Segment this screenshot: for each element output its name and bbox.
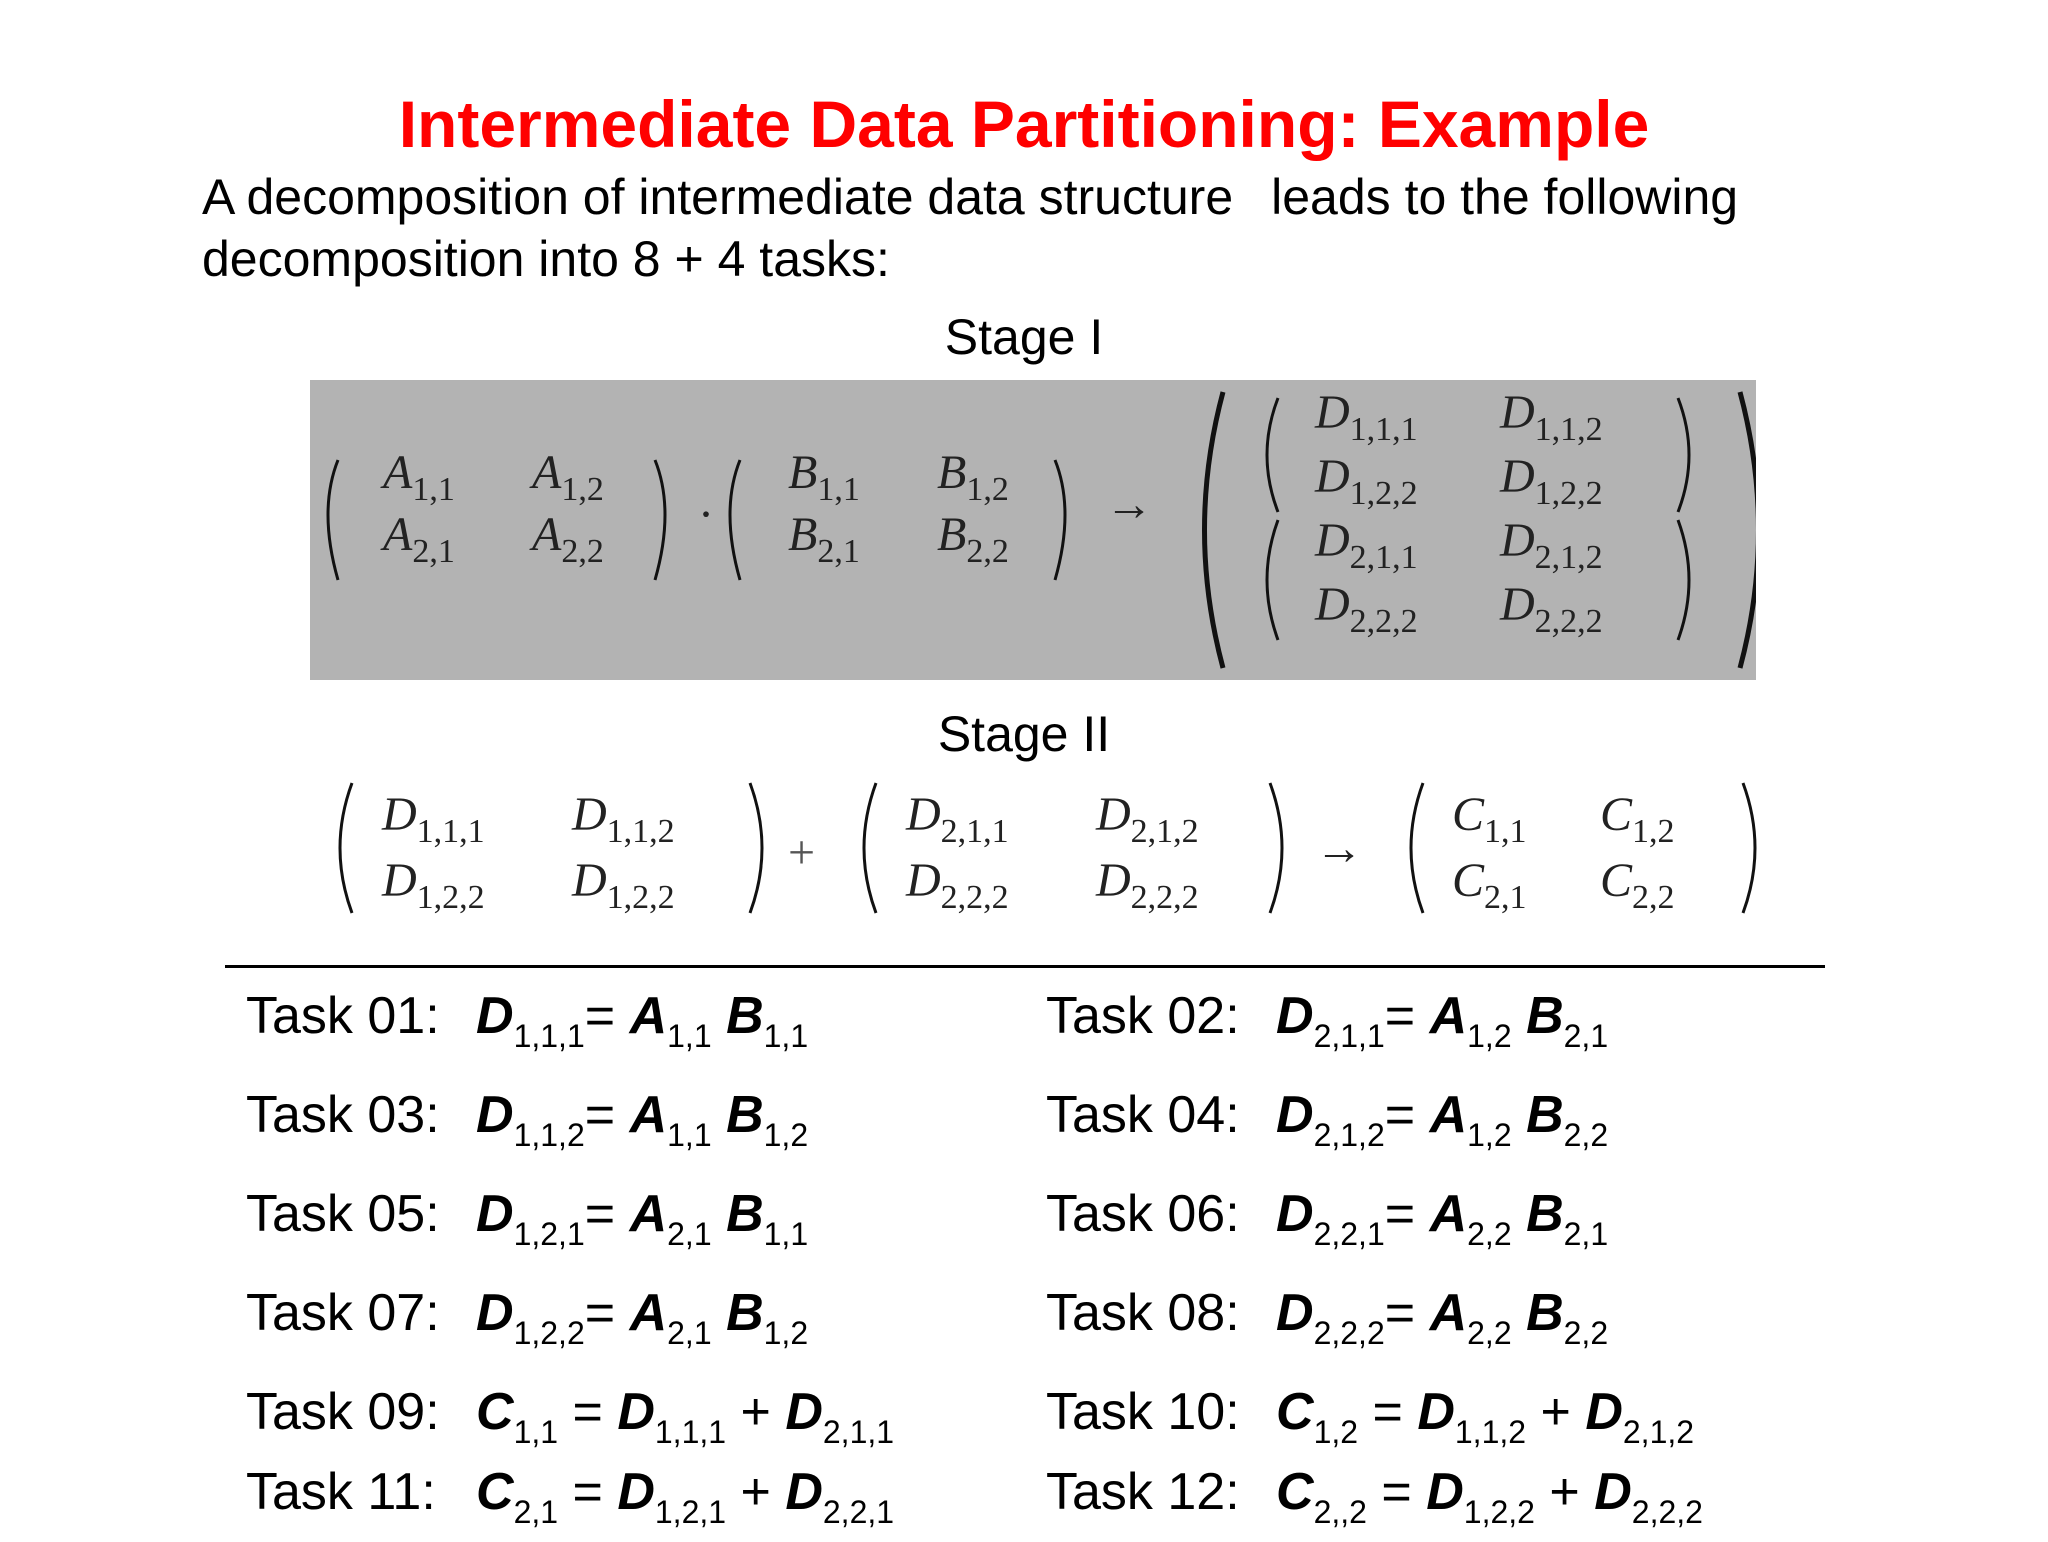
paren-d-top-right — [1678, 398, 1689, 512]
intro-line2: decomposition into 8 + 4 tasks: — [202, 231, 890, 287]
paren-d-bot-right — [1678, 520, 1689, 640]
d122b: $D_{1,2,2}$ — [1500, 450, 1603, 512]
d111: $D_{1,1,1}$ — [1315, 386, 1418, 448]
intro-text — [202, 166, 1902, 290]
task-label: Task 08: — [1046, 1284, 1240, 1342]
task-label: Task 06: — [1046, 1185, 1240, 1243]
task-04 — [1046, 1085, 1608, 1165]
paren-d2-right — [1270, 783, 1282, 913]
task-label: Task 10: — [1046, 1383, 1240, 1441]
stage-1-label: Stage I — [944, 309, 1104, 365]
d212: $D_{2,1,2}$ — [1500, 514, 1603, 576]
task-02 — [1046, 986, 1608, 1066]
task-label: Task 07: — [246, 1284, 440, 1342]
paren-d1-left — [340, 783, 352, 913]
arrow: → — [1105, 478, 1153, 531]
task-equation: $D_{1,2,1}= A_{2,1}$ $B_{1,1}$ — [476, 1185, 809, 1252]
task-06 — [1046, 1184, 1608, 1264]
task-equation: $D_{1,1,1}= A_{1,1}$ $B_{1,1}$ — [476, 987, 809, 1054]
s2-d122a: $D_{1,2,2}$ — [382, 854, 485, 916]
task-09 — [246, 1382, 894, 1462]
a22: $A_{2,2}$ — [532, 508, 604, 570]
stage-1-equation — [310, 380, 1756, 680]
d112: $D_{1,1,2}$ — [1500, 386, 1603, 448]
d211: $D_{2,1,1}$ — [1315, 514, 1418, 576]
s2-arrow: → — [1315, 822, 1363, 875]
slide-title: Intermediate Data Partitioning: Example — [398, 87, 1650, 161]
s2-d212: $D_{2,1,2}$ — [1096, 788, 1199, 850]
paren-a-right — [655, 460, 665, 580]
a21: $A_{2,1}$ — [383, 508, 455, 570]
task-equation: $D_{2,2,2}= A_{2,2}$ $B_{2,2}$ — [1276, 1284, 1609, 1351]
intro-part1: A decomposition of intermediate data structure — [202, 169, 1234, 225]
b12: $B_{1,2}$ — [937, 446, 1009, 508]
task-01 — [246, 986, 808, 1066]
task-label: Task 01: — [246, 987, 440, 1045]
task-label: Task 05: — [246, 1185, 440, 1243]
s2-d122b: $D_{1,2,2}$ — [572, 854, 675, 916]
c11: $C_{1,1}$ — [1452, 788, 1527, 850]
paren-b-right — [1055, 460, 1065, 580]
task-label: Task 02: — [1046, 987, 1240, 1045]
s2-d211: $D_{2,1,1}$ — [906, 788, 1009, 850]
paren-d-outer-right — [1740, 392, 1756, 668]
task-11 — [246, 1462, 894, 1542]
task-equation: $D_{1,2,2}= A_{2,1}$ $B_{1,2}$ — [476, 1284, 809, 1351]
task-equation: $C_{1,1} = D_{1,1,1} + D_{2,1,1}$ — [476, 1383, 895, 1450]
s2-d111: $D_{1,1,1}$ — [382, 788, 485, 850]
d222a: $D_{2,2,2}$ — [1315, 578, 1418, 640]
divider-line — [225, 965, 1825, 968]
task-label: Task 11: — [246, 1463, 436, 1521]
b21: $B_{2,1}$ — [788, 508, 860, 570]
paren-c-right — [1743, 783, 1755, 913]
task-07 — [246, 1283, 808, 1363]
c22: $C_{2,2}$ — [1600, 854, 1675, 916]
c12: $C_{1,2}$ — [1600, 788, 1675, 850]
a11: $A_{1,1}$ — [383, 446, 455, 508]
plus-operator: + — [788, 826, 816, 879]
paren-c-left — [1411, 783, 1423, 913]
stage-2-math — [310, 768, 1770, 928]
stage-2-label: Stage II — [937, 706, 1111, 762]
b22: $B_{2,2}$ — [937, 508, 1009, 570]
paren-d1-right — [750, 783, 762, 913]
task-08 — [1046, 1283, 1608, 1363]
paren-d-top-left — [1267, 398, 1278, 512]
intro-part2: leads to the following — [1271, 169, 1739, 225]
stage-2-equation — [310, 768, 1770, 928]
task-05 — [246, 1184, 808, 1264]
d222b: $D_{2,2,2}$ — [1500, 578, 1603, 640]
task-equation: $C_{2,,2} = D_{1,2,2} + D_{2,2,2}$ — [1276, 1463, 1703, 1530]
paren-a-left — [328, 460, 338, 580]
task-label: Task 03: — [246, 1086, 440, 1144]
a12: $A_{1,2}$ — [532, 446, 604, 508]
task-equation: $D_{2,1,2}= A_{1,2}$ $B_{2,2}$ — [1276, 1086, 1609, 1153]
task-equation: $D_{1,1,2}= A_{1,1}$ $B_{1,2}$ — [476, 1086, 809, 1153]
paren-b-left — [730, 460, 740, 580]
task-03 — [246, 1085, 808, 1165]
task-equation: $C_{2,1} = D_{1,2,1} + D_{2,2,1}$ — [476, 1463, 895, 1530]
b11: $B_{1,1}$ — [788, 446, 860, 508]
task-equation: $C_{1,2} = D_{1,1,2} + D_{2,1,2}$ — [1276, 1383, 1695, 1450]
task-12 — [1046, 1462, 1703, 1542]
dot-operator: · — [698, 488, 714, 541]
s2-d222a: $D_{2,2,2}$ — [906, 854, 1009, 916]
task-equation: $D_{2,2,1}= A_{2,2}$ $B_{2,1}$ — [1276, 1185, 1609, 1252]
paren-d-outer-left — [1205, 392, 1224, 668]
c21: $C_{2,1}$ — [1452, 854, 1527, 916]
s2-d112: $D_{1,1,2}$ — [572, 788, 675, 850]
stage-1-math — [310, 380, 1756, 680]
task-label: Task 04: — [1046, 1086, 1240, 1144]
task-label: Task 09: — [246, 1383, 440, 1441]
paren-d2-left — [864, 783, 876, 913]
task-label: Task 12: — [1046, 1463, 1240, 1521]
s2-d222b: $D_{2,2,2}$ — [1096, 854, 1199, 916]
d122a: $D_{1,2,2}$ — [1315, 450, 1418, 512]
task-10 — [1046, 1382, 1694, 1462]
task-equation: $D_{2,1,1}= A_{1,2}$ $B_{2,1}$ — [1276, 987, 1609, 1054]
paren-d-bot-left — [1267, 520, 1278, 640]
